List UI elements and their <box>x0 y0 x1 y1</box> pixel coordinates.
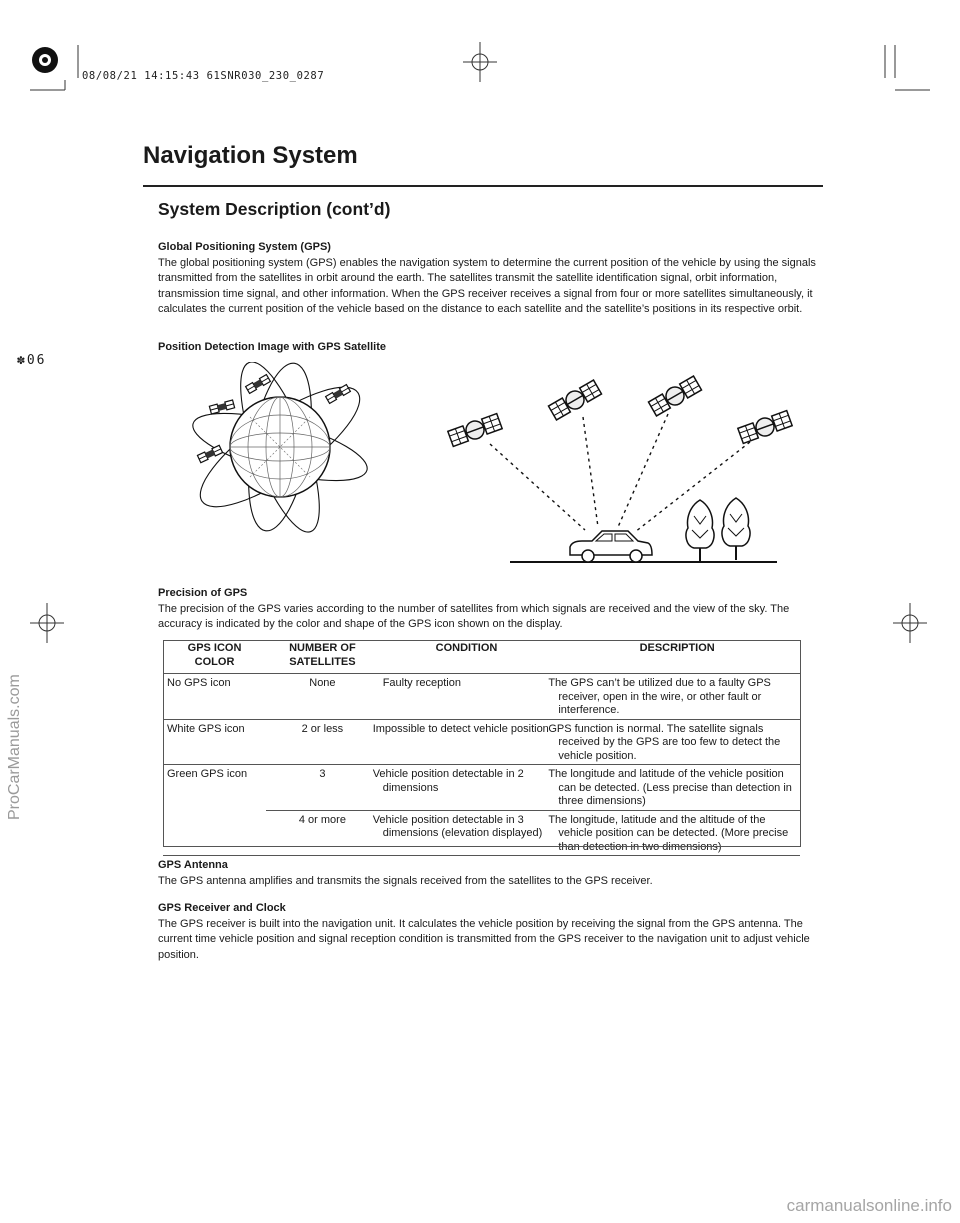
table-header: CONDITION <box>379 640 555 674</box>
table-row <box>163 674 800 720</box>
section-body: The GPS antenna amplifies and transmits the signals received from the satellites to the GPS receiver. <box>158 874 653 887</box>
table-cell: The GPS can’t be utilized due to a faulty GPS receiver, open in the wire, or other fault or interference. <box>554 674 800 720</box>
tree-icon <box>686 500 714 562</box>
table-header: DESCRIPTION <box>554 640 800 674</box>
satellite-icon <box>737 410 792 445</box>
table-cell: Vehicle position detectable in 2 dimensions <box>379 765 555 811</box>
table-cell: The longitude and latitude of the vehicle position can be detected. (Less precise than detection in three dimensions) <box>554 765 800 811</box>
table-header: GPS ICON COLOR <box>163 640 266 674</box>
gps-precision-table <box>163 640 800 856</box>
table-cell <box>163 810 266 856</box>
section-body: The precision of the GPS varies according to the number of satellites from which signals are received and the view of the sky. The accuracy is indicated by the color and shape of the GPS icon shown on the display. <box>158 602 790 630</box>
table-header-row <box>163 640 800 674</box>
table-cell: 4 or more <box>266 810 379 856</box>
table-row <box>163 719 800 765</box>
satellite-icon <box>246 375 271 394</box>
title-divider <box>143 185 823 187</box>
watermark-carmanualsonline: carmanualsonline.info <box>786 1196 952 1215</box>
table-cell: None <box>266 674 379 720</box>
table-cell: Green GPS icon <box>167 768 248 780</box>
section-image-heading <box>158 340 818 356</box>
section-heading: GPS Receiver and Clock <box>158 902 286 914</box>
table-cell: White GPS icon <box>163 719 266 765</box>
table-cell: No GPS icon <box>163 674 266 720</box>
table-row <box>163 810 800 856</box>
page-title: Navigation System <box>143 142 358 169</box>
table-cell: The longitude, latitude and the altitude of the vehicle position can be detected. (More precise than detection in two dimensions) <box>554 810 800 856</box>
section-antenna <box>158 858 818 889</box>
table-cell: GPS function is normal. The satellite signals received by the GPS are too few to detect the vehicle position. <box>554 719 800 765</box>
watermark-procarmanuals: ProCarManuals.com <box>6 674 23 820</box>
tree-icon <box>722 498 750 560</box>
section-precision <box>158 586 818 633</box>
section-body: The global positioning system (GPS) enables the navigation system to determine the current position of the vehicle by using the signals transmitted from the satellites in orbit around the earth. The satellites transmit the satellite identification signal, orbit information, transmission time signal, and other information. When the GPS receiver receives a signal from four or more satellites simultaneously, it calculates the current position of the vehicle based on the distance to each satellite and the satellite’s positions in its respective orbit. <box>158 256 816 315</box>
table-cell: 2 or less <box>266 719 379 765</box>
satellite-icon <box>648 375 702 417</box>
section-heading: Global Positioning System (GPS) <box>158 241 331 253</box>
crosshair-icon <box>30 603 64 643</box>
satellite-icon <box>447 413 502 448</box>
side-mark: ✽06 <box>17 353 47 368</box>
satellite-icon <box>548 379 602 421</box>
table-cell: Vehicle position detectable in 3 dimensions (elevation displayed) <box>379 810 555 856</box>
table-cell: Impossible to detect vehicle position <box>379 719 555 765</box>
section-gps <box>158 240 818 318</box>
print-timestamp: 08/08/21 14:15:43 61SNR030_230_0287 <box>82 70 325 82</box>
table-row <box>163 765 800 811</box>
gps-satellite-illustration <box>190 362 800 572</box>
car-icon <box>570 531 652 562</box>
section-receiver <box>158 901 818 963</box>
section-heading: Precision of GPS <box>158 587 248 599</box>
section-heading: Position Detection Image with GPS Satellite <box>158 341 386 353</box>
section-heading: GPS Antenna <box>158 859 228 871</box>
table-cell: 3 <box>266 765 379 811</box>
table-cell: Faulty reception <box>379 674 555 720</box>
table-header: NUMBER OF SATELLITES <box>266 640 379 674</box>
satellite-icon <box>209 400 234 414</box>
section-body: The GPS receiver is built into the navigation unit. It calculates the vehicle position by receiving the signal from the GPS antenna. The current time vehicle position and signal reception condition is transmitted from the GPS receiver to the navigation unit to adjust vehicle position. <box>158 917 810 961</box>
section-subtitle: System Description (cont’d) <box>158 199 391 219</box>
crosshair-icon <box>893 603 927 643</box>
crosshair-icon <box>463 42 497 82</box>
